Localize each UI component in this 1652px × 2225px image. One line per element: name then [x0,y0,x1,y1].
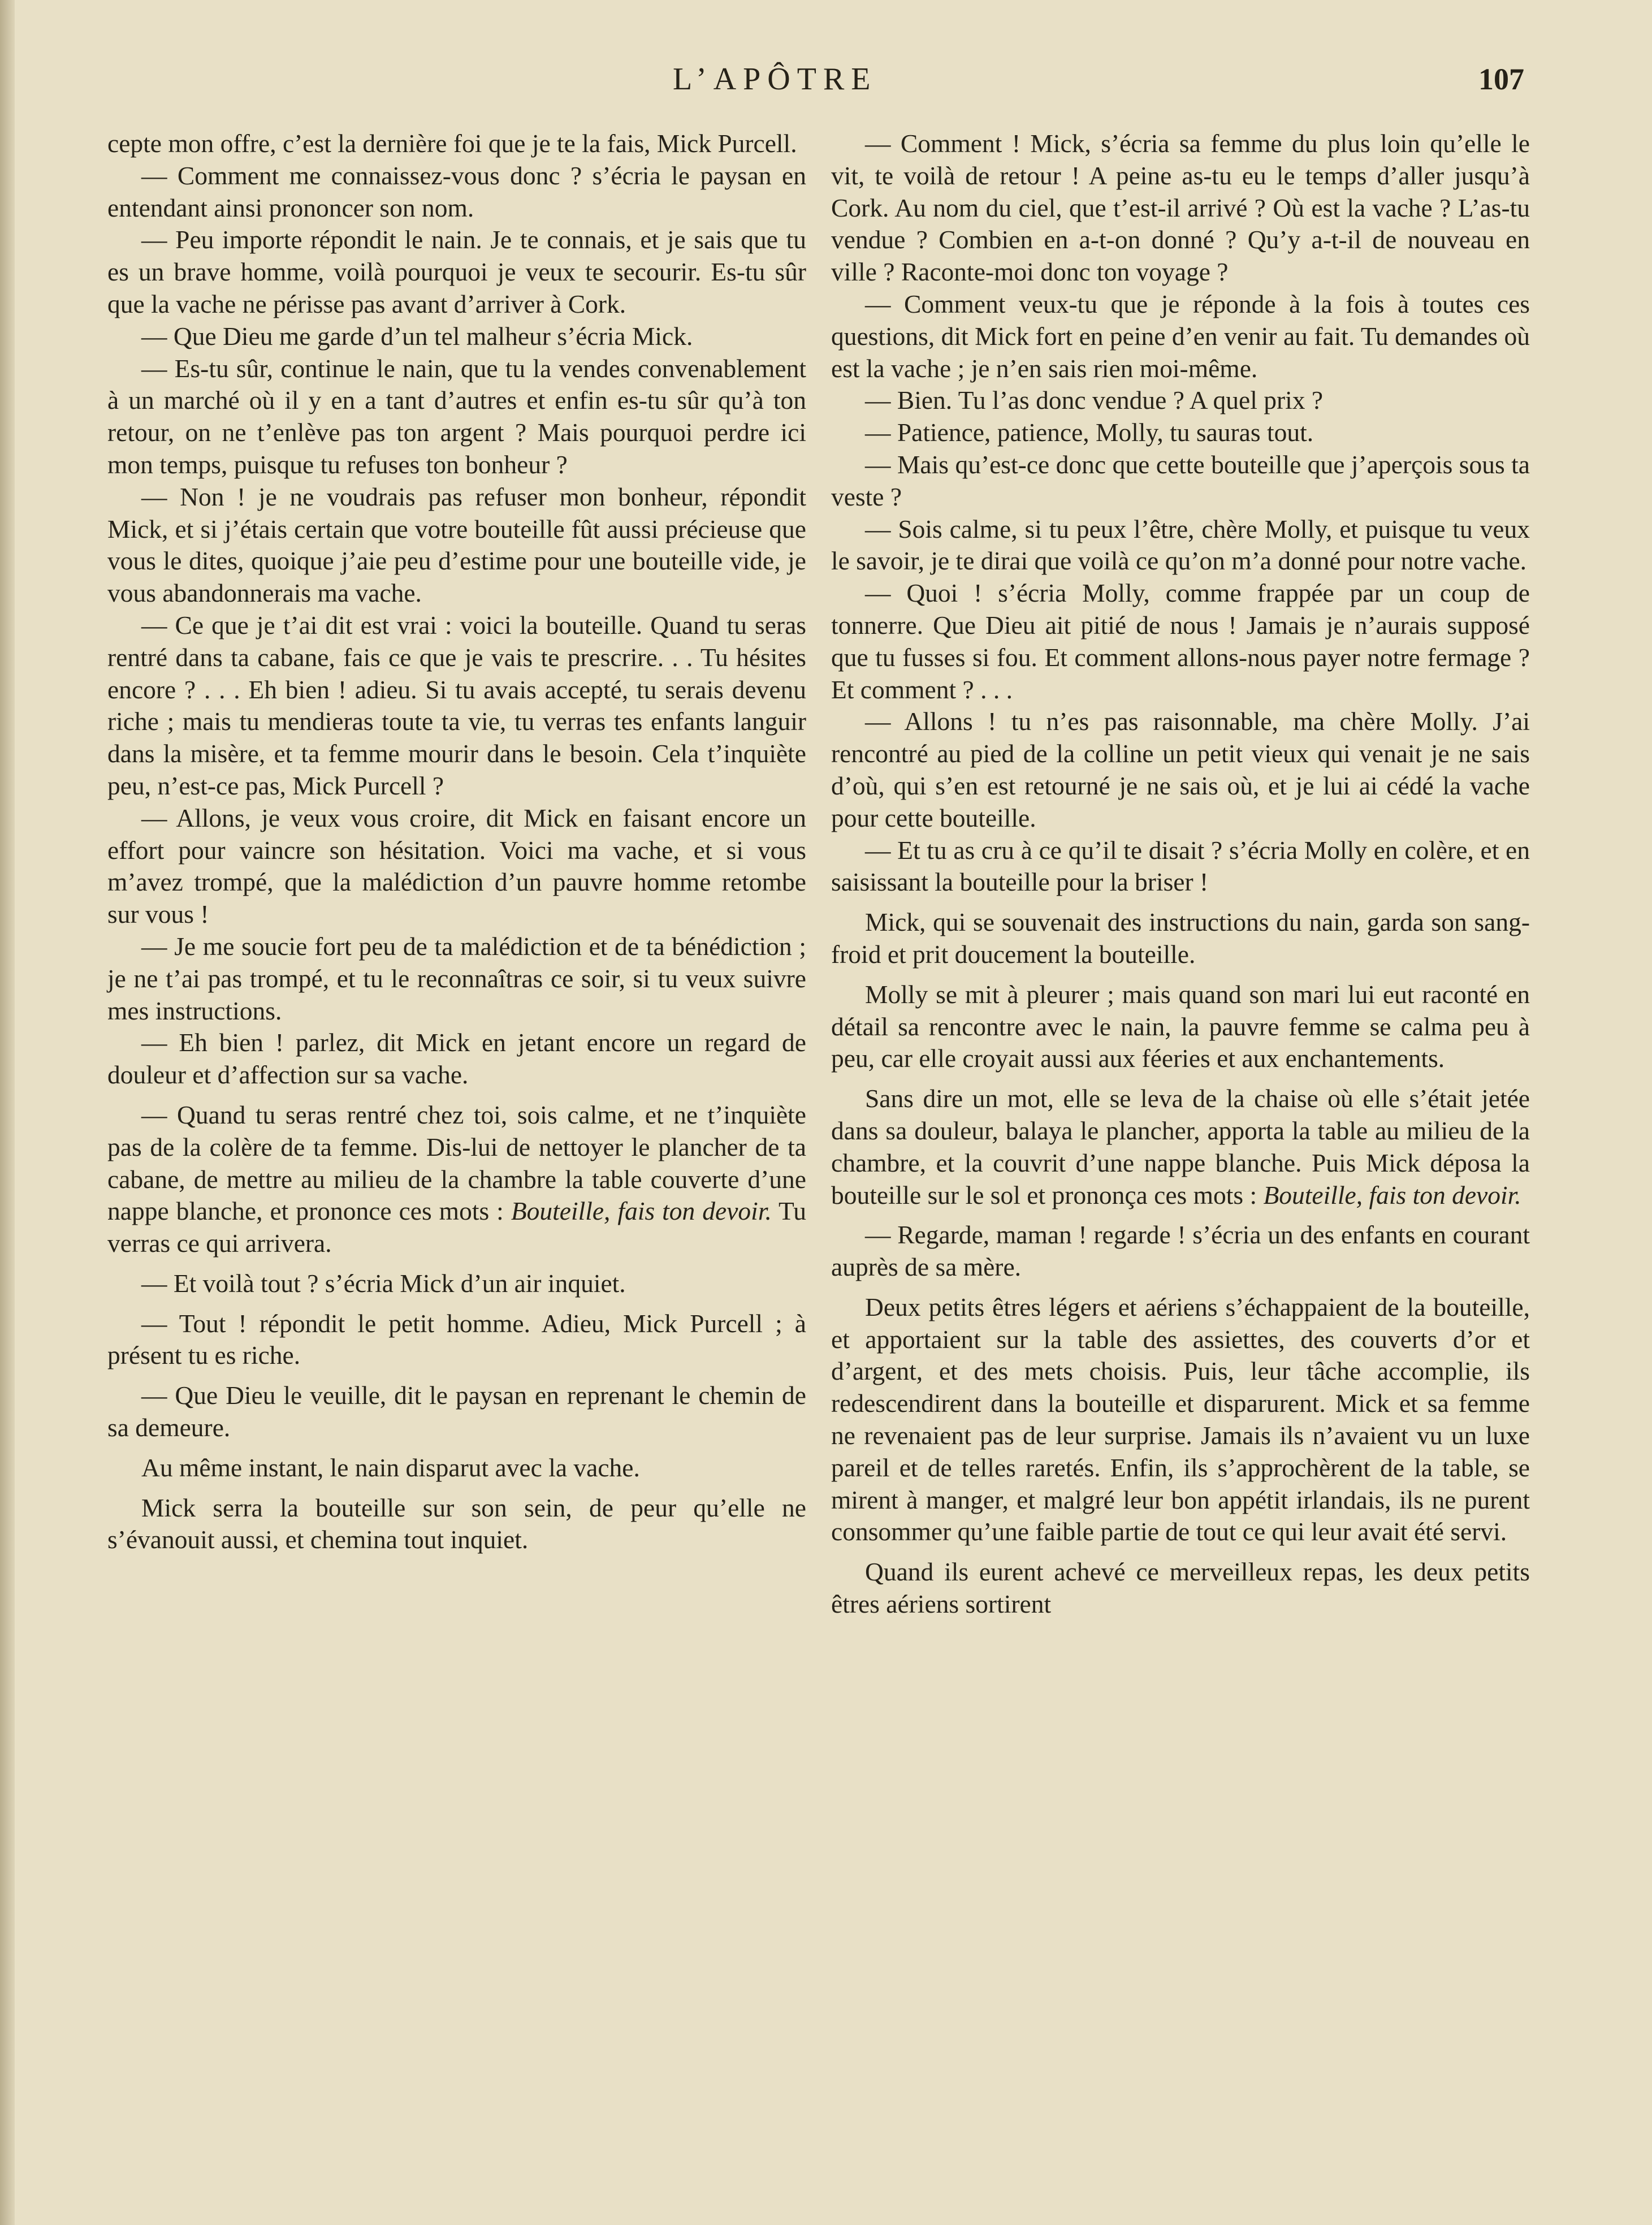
paragraph: — Peu importe répondit le nain. Je te connais, et je sais que tu es un brave homme, voilà pourquoi je veux te secourir. Es-tu sûr que la vache ne périsse pas avant d’arriver à Cork. [107,225,806,318]
paragraph-incantation [831,1083,1530,1211]
paragraph: — Tout ! répondit le petit homme. Adieu, Mick Purcell ; à présent tu es riche. [107,1308,806,1370]
paragraph: — Non ! je ne voudrais pas refuser mon bonheur, répondit Mick, et si j’étais certain que votre bouteille fût aussi précieuse que vous le dites, quoique j’aie peu d’estime pour une bouteille vide, je vous abandonnerais ma vache. [107,482,806,608]
magic-phrase: Bouteille, fais ton devoir. [511,1196,772,1226]
paragraph: — Je me soucie fort peu de ta malédiction et de ta bénédiction ; je ne t’ai pas trompé, et tu le reconnaîtras ce soir, si tu veux suivre mes instructions. [107,931,806,1025]
paragraph: Mick, qui se souvenait des instructions du nain, garda son sang-froid et prit doucement la bouteille. [831,908,1530,969]
paragraph: — Ce que je t’ai dit est vrai : voici la bouteille. Quand tu seras rentré dans ta cabane, fais ce que je vais te prescrire. . . Tu hésites encore ? . . . Eh bien ! adieu. Si tu avais accepté, tu serais devenu riche ; mais tu mendieras toute ta vie, tu verras tes enfants languir dans la misère, et ta femme mourir dans le besoin. Cela t’inquiète peu, n’est-ce pas, Mick Purcell ? [107,610,806,800]
paragraph: Quand ils eurent achevé ce merveilleux repas, les deux petits êtres aériens sortirent [831,1557,1530,1619]
running-title: L’APÔTRE [673,62,877,97]
paragraph-text: Sans dire un mot, elle se leva de la chaise où elle s’était jetée dans sa douleur, balaya le plancher, apporta la table au milieu de la chambre, et la couvrit d’une nappe blanche. Puis Mick déposa la bouteille sur le sol et prononça ces mots : [831,1084,1530,1209]
paragraph: — Comment me connaissez-vous donc ? s’écria le paysan en entendant ainsi prononcer son nom. [107,161,806,222]
magic-phrase: Bouteille, fais ton devoir. [1263,1180,1521,1209]
paragraph: Au même instant, le nain disparut avec la vache. [141,1453,640,1482]
paragraph: — Comment veux-tu que je réponde à la fois à toutes ces questions, dit Mick fort en peine d’en venir au fait. Tu demandes où est la vache ; je n’en sais rien moi-même. [831,289,1530,383]
paragraph: — Allons ! tu n’es pas raisonnable, ma chère Molly. J’ai rencontré au pied de la colline un petit vieux qui venait je ne sais d’où, qui s’en est retourné je ne sais où, et je lui ai cédé la vache pour cette bouteille. [831,707,1530,832]
running-header [0,57,1652,102]
paragraph: — Eh bien ! parlez, dit Mick en jetant encore un regard de douleur et d’affection sur sa vache. [107,1028,806,1090]
paragraph: — Que Dieu le veuille, dit le paysan en reprenant le chemin de sa demeure. [107,1381,806,1442]
paragraph: — Bien. Tu l’as donc vendue ? A quel prix ? [865,386,1324,415]
paragraph: Molly se mit à pleurer ; mais quand son mari lui eut raconté en détail sa rencontre avec le nain, la pauvre femme se calma peu à peu, car elle croyait aussi aux féeries et aux enchantements. [831,979,1530,1073]
paragraph-text: — Quand tu seras rentré chez toi, sois calme, et ne t’inquiète pas de la colère de ta femme. Dis-lui de nettoyer le plancher de ta cabane, de mettre au milieu de la chambre la table couverte d’une nappe blanche, et prononce ces mots : [107,1100,806,1226]
paragraph: cepte mon offre, c’est la dernière foi que je te la fais, Mick Purcell. [107,129,797,158]
paragraph: — Et tu as cru à ce qu’il te disait ? s’écria Molly en colère, et en saisissant la bouteille pour la briser ! [831,835,1530,897]
paragraph: — Et voilà tout ? s’écria Mick d’un air inquiet. [141,1268,626,1298]
paragraph: — Patience, patience, Molly, tu sauras tout. [865,418,1314,447]
paragraph-instructions [107,1099,806,1260]
left-column [107,128,806,1556]
paragraph-text: Tu verras ce qui arrivera. [107,1196,806,1258]
paragraph: — Mais qu’est-ce donc que cette bouteille que j’aperçois sous ta veste ? [831,450,1530,511]
paragraph: Mick serra la bouteille sur son sein, de peur qu’elle ne s’évanouit aussi, et chemina tout inquiet. [107,1493,806,1554]
paragraph: — Que Dieu me garde d’un tel malheur s’écria Mick. [141,321,693,351]
paragraph: — Sois calme, si tu peux l’être, chère Molly, et puisque tu veux le savoir, je te dirai que voilà ce qu’on m’a donné pour notre vache. [831,514,1530,576]
paragraph: — Es-tu sûr, continue le nain, que tu la vendes convenablement à un marché où il y en a tant d’autres et enfin es-tu sûr qu’à ton retour, on ne t’enlève pas ton argent ? Mais pourquoi perdre ici mon temps, puisque tu refuses ton bonheur ? [107,353,806,479]
page-binding-edge [0,0,15,2225]
paragraph: — Allons, je veux vous croire, dit Mick en faisant encore un effort pour vaincre son hésitation. Voici ma vache, et si vous m’avez trompé, que la malédiction d’un pauvre homme retombe sur vous ! [107,803,806,929]
paragraph: — Regarde, maman ! regarde ! s’écria un des enfants en courant auprès de sa mère. [831,1220,1530,1282]
page-number: 107 [1478,62,1524,96]
paragraph: — Quoi ! s’écria Molly, comme frappée par un coup de tonnerre. Que Dieu ait pitié de nous ! Jamais je n’aurais supposé que tu fusses si fou. Et comment allons-nous payer notre fermage ? Et comment ? . . . [831,578,1530,704]
paragraph: Deux petits êtres légers et aériens s’échappaient de la bouteille, et apportaient sur la table des assiettes, des couverts d’or et d’argent, et des mets choisis. Puis, leur tâche accomplie, ils redescendirent dans la bouteille et disparurent. Mick et sa femme ne revenaient pas de leur surprise. Jamais ils n’avaient vu un luxe pareil et de telles raretés. Enfin, ils s’approchèrent de la table, se mirent à manger, et malgré leur bon appétit irlandais, ils ne purent consommer qu’une faible partie de tout ce qui leur avait été servi. [831,1292,1530,1546]
right-column [831,128,1530,1621]
paragraph: — Comment ! Mick, s’écria sa femme du plus loin qu’elle le vit, te voilà de retour ! A peine as-tu eu le temps d’aller jusqu’à Cork. Au nom du ciel, que t’est-il arrivé ? Où est la vache ? L’as-tu vendue ? Combien en a-t-on donné ? Qu’y a-t-il de nouveau en ville ? Raconte-moi donc ton voyage ? [831,129,1530,287]
